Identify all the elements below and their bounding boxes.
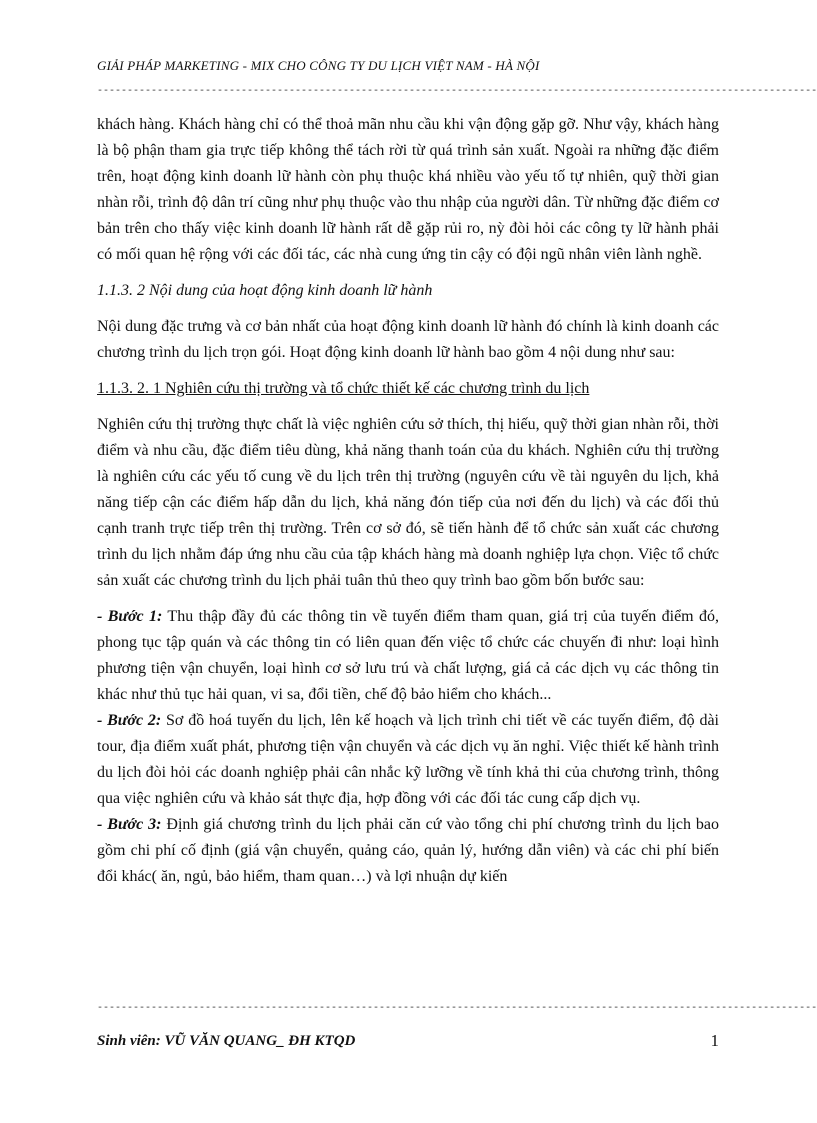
step-3-label: - Bước 3: (97, 816, 162, 833)
footer-student: Sinh viên: VŨ VĂN QUANG_ ĐH KTQD (97, 1033, 356, 1049)
page-header: GIẢI PHÁP MARKETING - MIX CHO CÔNG TY DU LỊCH VIỆT NAM - HÀ NỘI (97, 58, 540, 73)
section-heading: 1.1.3. 2 Nội dung của hoạt động kinh doanh lữ hành (97, 282, 433, 299)
step-2-text: Sơ đồ hoá tuyến du lịch, lên kế hoạch và lịch trình chi tiết về các tuyến điểm, độ dài tour, địa điểm xuất phát, phương tiện vận chuyển và các dịch vụ ăn nghỉ. Việc thiết kế hành trình du lịch đòi hỏi các doanh nghiệp phải cân nhắc kỹ lưỡng về tính khả thi của chương trình, thông qua việc nghiên cứu và khảo sát thực địa, hợp đồng với các đối tác cung cấp dịch vụ. (97, 712, 719, 807)
step-3-text: Định giá chương trình du lịch phải căn cứ vào tổng chi phí chương trình du lịch bao gồm chi phí cố định (giá vận chuyển, quảng cáo, quản lý, hướng dẫn viên) và các chi phí biến đổi khác( ăn, ngủ, bảo hiểm, tham quan…) và lợi nhuận dự kiến (97, 816, 719, 885)
step-2 (97, 708, 719, 812)
header-divider: ------------------------------------------------------------------------------------------------------------------------ (97, 86, 817, 97)
document-body (97, 112, 719, 890)
step-1-text: Thu thập đầy đủ các thông tin về tuyến điểm tham quan, giá trị của tuyến điểm đó, phong tục tập quán và các thông tin có liên quan đến việc tổ chức các chuyến đi như: loại hình phương tiện vận chuyển, loại hình cơ sở lưu trú và chất lượng, giá cả các dịch vụ các thông tin khác như thủ tục hải quan, vi sa, đổi tiền, chế độ bảo hiểm cho khách... (97, 608, 719, 703)
step-2-label: - Bước 2: (97, 712, 162, 729)
paragraph-intro: khách hàng. Khách hàng chỉ có thể thoả mãn nhu cầu khi vận động gặp gỡ. Như vậy, khách hàng là bộ phận tham gia trực tiếp không thể tách rời từ quá trình sản xuất. Ngoài ra những đặc điểm trên, hoạt động kinh doanh lữ hành còn phụ thuộc khá nhiều vào yếu tố tự nhiên, quỹ thời gian nhàn rỗi, trình độ dân trí cũng như phụ thuộc vào thu nhập của người dân. Từ những đặc điểm cơ bản trên cho thấy việc kinh doanh lữ hành rất dễ gặp rủi ro, nỳ đòi hỏi các công ty lữ hành phải có mối quan hệ rộng với các đối tác, các nhà cung ứng tin cậy có đội ngũ nhân viên lành nghề. (97, 116, 719, 263)
step-1 (97, 604, 719, 708)
paragraph-market-research: Nghiên cứu thị trường thực chất là việc nghiên cứu sở thích, thị hiếu, quỹ thời gian nhàn rỗi, thời điểm và nhu cầu, đặc điểm tiêu dùng, khả năng thanh toán của du khách. Nghiên cứu thị trường là nghiên cứu các yếu tố cung về du lịch trên thị trường (nguyên cứu về tài nguyên du lịch, khả năng tiếp cận các điểm hấp dẫn du lịch, khả năng đón tiếp của nơi đến du lịch) và các đối thủ cạnh tranh trực tiếp trên thị trường. Trên cơ sở đó, sẽ tiến hành để tổ chức sản xuất các chương trình du lịch nhằm đáp ứng nhu cầu của tập khách hàng mà doanh nghiệp lựa chọn. Việc tổ chức sản xuất các chương trình du lịch phải tuân thủ theo quy trình bao gồm bốn bước sau: (97, 416, 719, 589)
step-1-label: - Bước 1: (97, 608, 163, 625)
subsection-heading: 1.1.3. 2. 1 Nghiên cứu thị trường và tổ chức thiết kế các chương trình du lịch (97, 380, 590, 397)
paragraph-content: Nội dung đặc trưng và cơ bản nhất của hoạt động kinh doanh lữ hành đó chính là kinh doanh các chương trình du lịch trọn gói. Hoạt động kinh doanh lữ hành bao gồm 4 nội dung như sau: (97, 318, 719, 361)
page-number: 1 (710, 1031, 719, 1050)
footer-divider: ------------------------------------------------------------------------------------------------------------------------ (97, 1003, 817, 1014)
step-3 (97, 812, 719, 890)
